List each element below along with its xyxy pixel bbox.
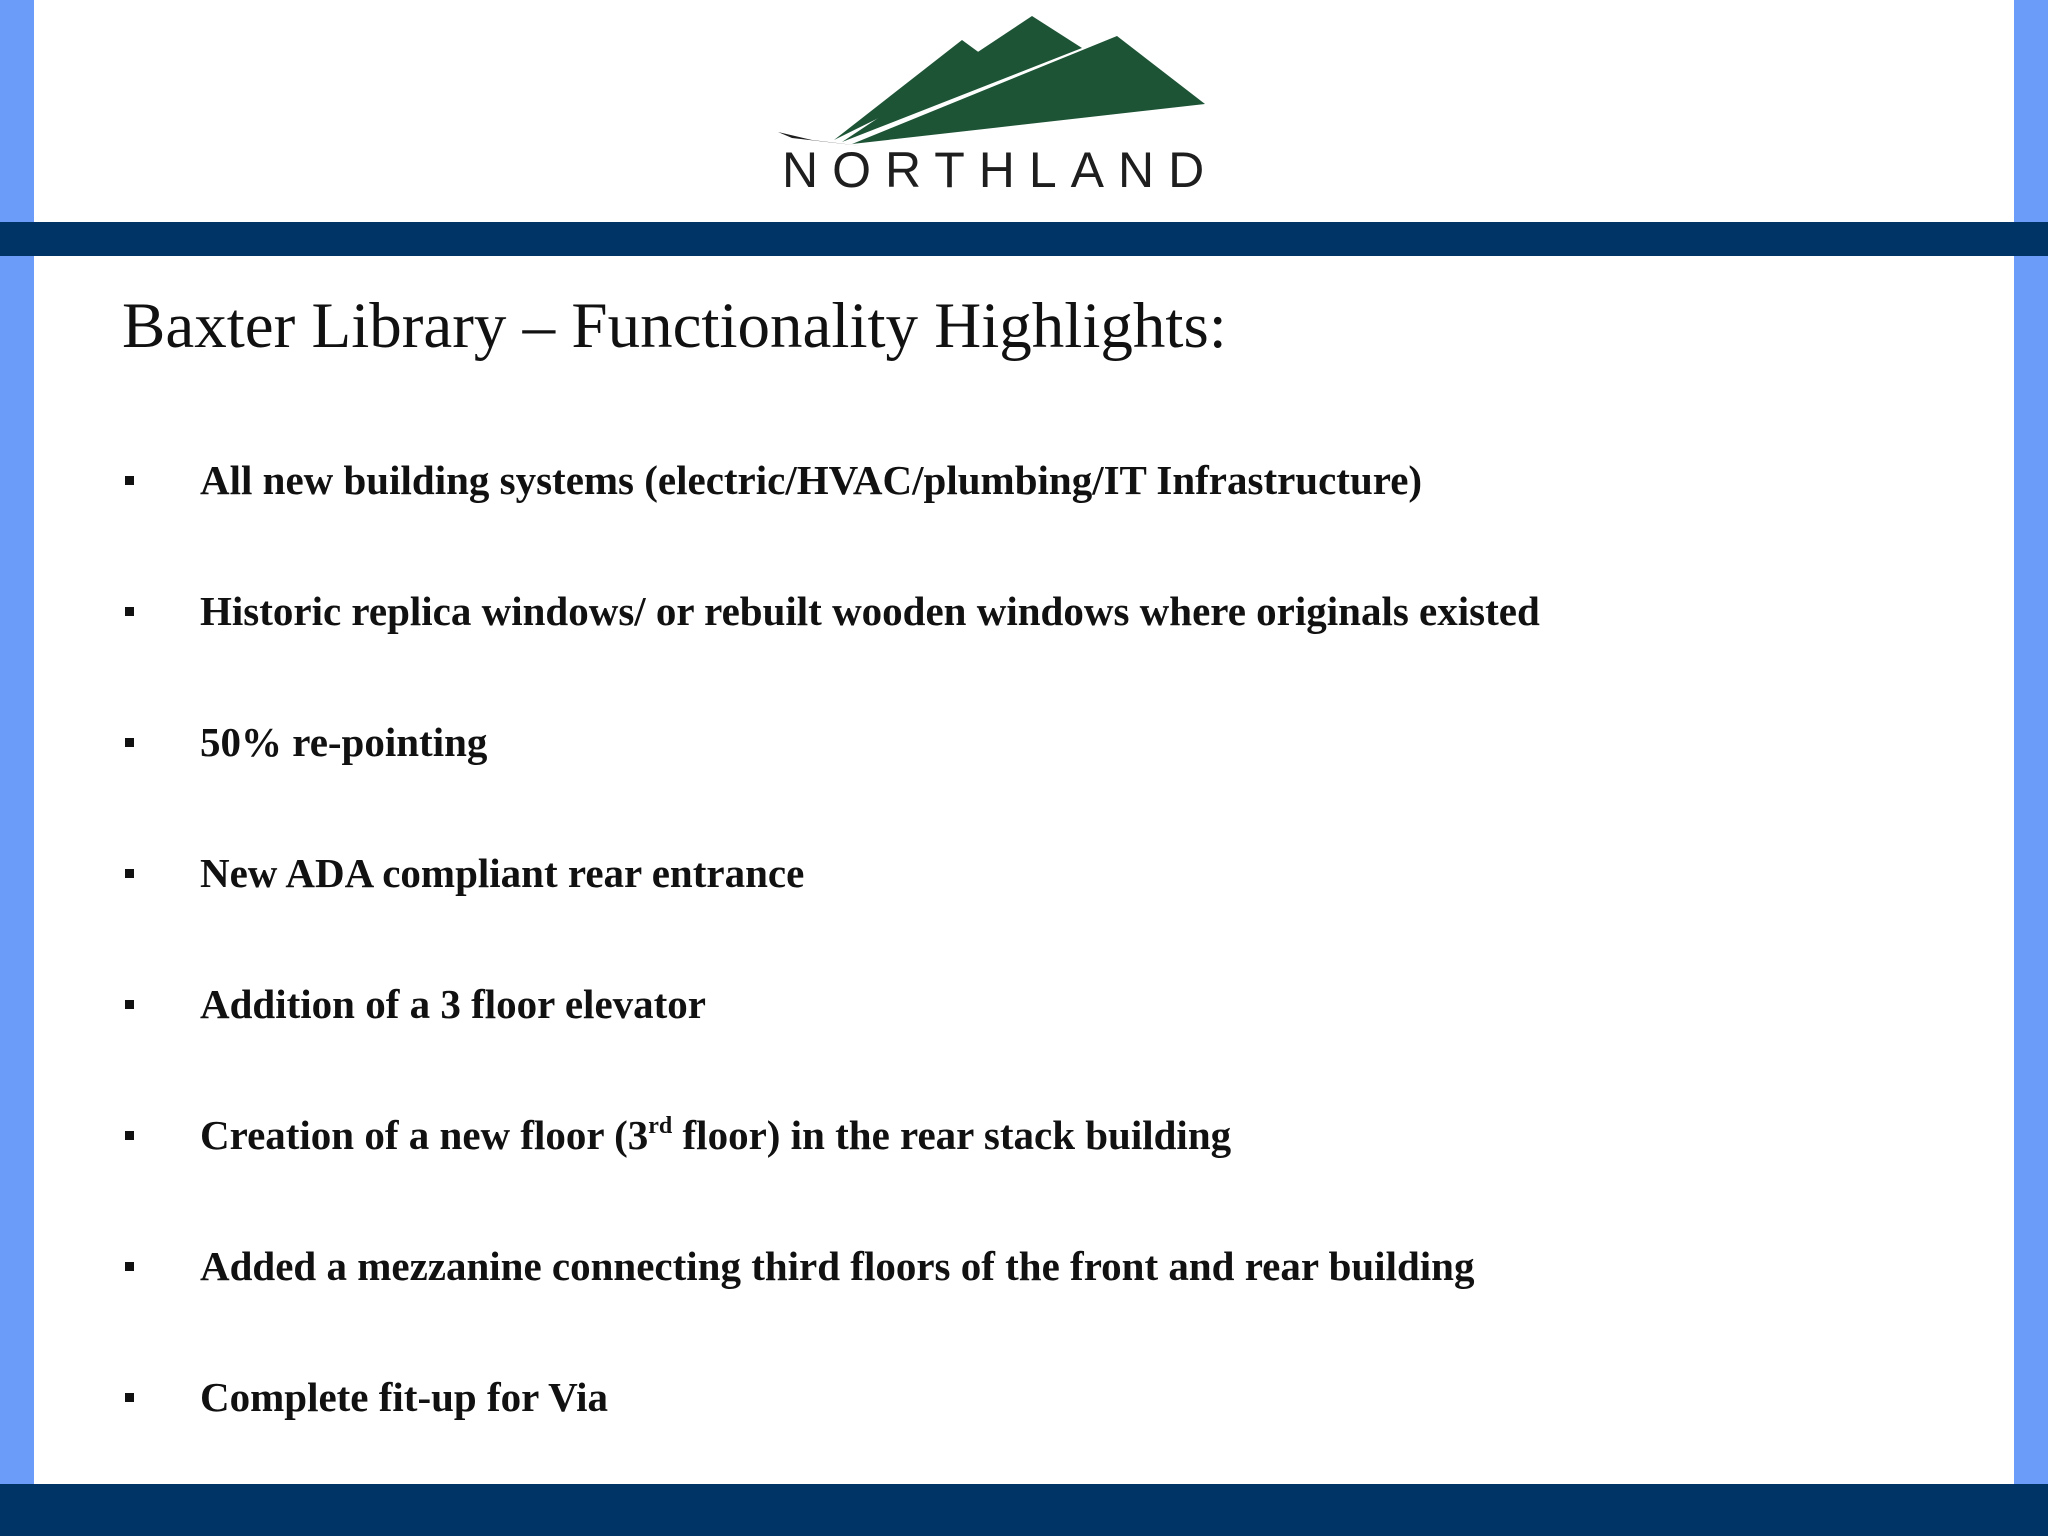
list-item-text: Historic replica windows/ or rebuilt wooden windows where originals existed bbox=[200, 588, 1540, 634]
bullet-square-icon bbox=[125, 869, 134, 878]
list-item-text bbox=[200, 1095, 1231, 1175]
bullet-square-icon bbox=[125, 1000, 134, 1009]
highlights-list bbox=[122, 440, 1982, 1488]
list-item-text-after: floor) in the rear stack building bbox=[672, 1112, 1232, 1158]
list-item bbox=[122, 571, 1982, 702]
list-item-text-before: Creation of a new floor (3 bbox=[200, 1112, 649, 1158]
slide-title: Baxter Library – Functionality Highlights: bbox=[122, 290, 1227, 362]
list-item bbox=[122, 702, 1982, 833]
list-item bbox=[122, 440, 1982, 571]
list-item bbox=[122, 833, 1982, 964]
list-item bbox=[122, 1095, 1982, 1226]
bullet-square-icon bbox=[125, 738, 134, 747]
list-item bbox=[122, 1226, 1982, 1357]
bullet-square-icon bbox=[125, 476, 134, 485]
bullet-square-icon bbox=[125, 1393, 134, 1402]
bullet-square-icon bbox=[125, 1131, 134, 1140]
list-item-text: Complete fit-up for Via bbox=[200, 1374, 609, 1420]
list-item-text: New ADA compliant rear entrance bbox=[200, 850, 805, 896]
logo-wordmark: NORTHLAND bbox=[782, 142, 1219, 198]
footer-band bbox=[0, 1484, 2048, 1536]
bullet-square-icon bbox=[125, 607, 134, 616]
list-item-text: Addition of a 3 floor elevator bbox=[200, 981, 706, 1027]
bullet-square-icon bbox=[125, 1262, 134, 1271]
superscript: rd bbox=[648, 1113, 673, 1139]
list-item-text: 50% re-pointing bbox=[200, 719, 488, 765]
list-item bbox=[122, 1357, 1982, 1488]
list-item bbox=[122, 964, 1982, 1095]
header-divider-band bbox=[0, 222, 2048, 256]
list-item-text: All new building systems (electric/HVAC/plumbing/IT Infrastructure) bbox=[200, 457, 1423, 503]
list-item-text: Added a mezzanine connecting third floors of the front and rear building bbox=[200, 1243, 1475, 1289]
